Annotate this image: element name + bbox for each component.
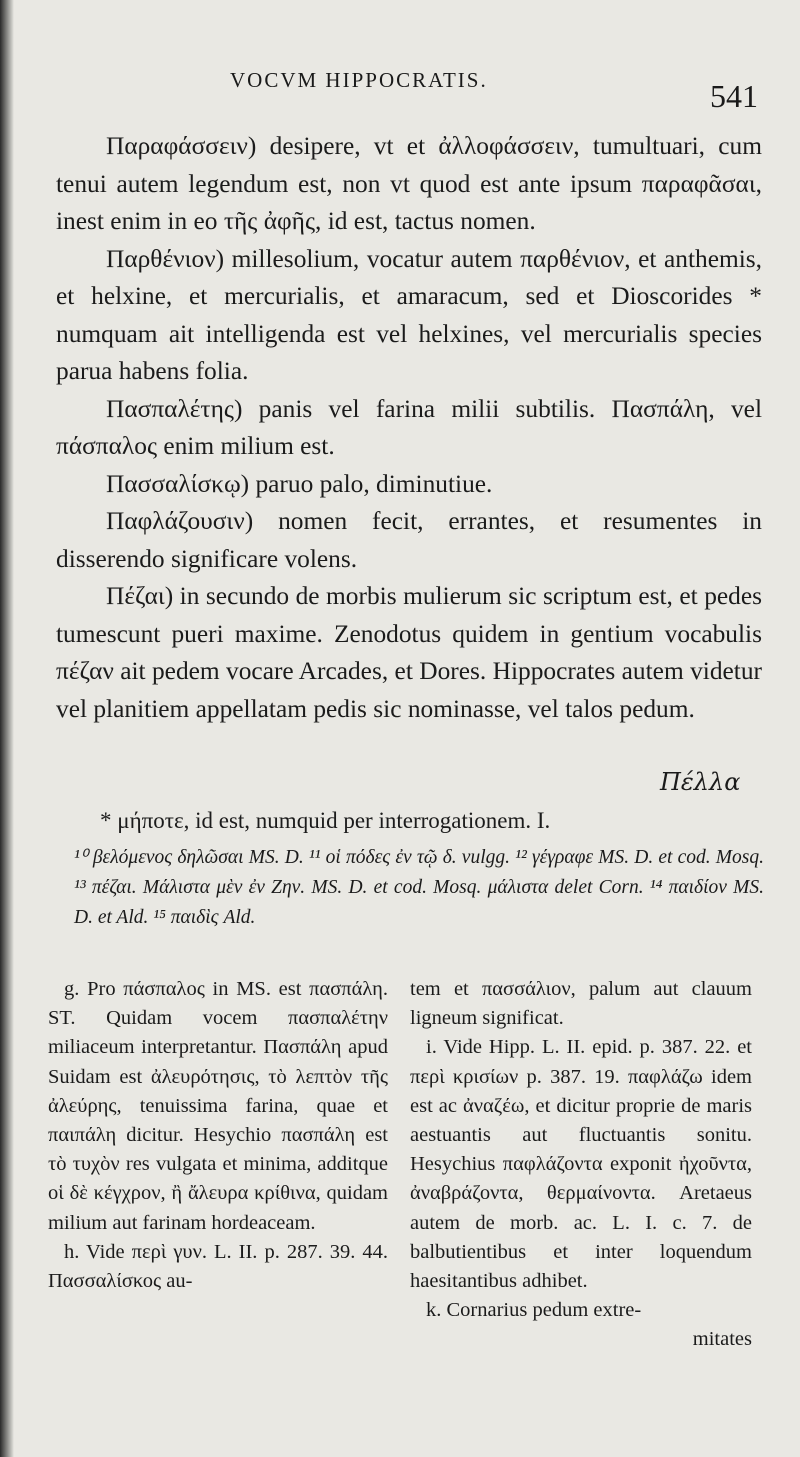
footnote-star: * μήποτε, id est, numquid per interrogationem. I. xyxy=(100,808,551,833)
catchword: Πέλλα xyxy=(660,768,741,796)
note-k: k. Cornarius pedum extre- xyxy=(426,1299,642,1322)
entry-paspaletes: Πασπαλέτης) panis vel farina milii subtilis. Πασπάλη, vel πάσπαλος enim milium est. xyxy=(56,394,762,460)
note-g: g. Pro πάσπαλος in MS. est πασπάλη. ST. Quidam vocem πασπαλέτην miliaceum interpretantur. Πασπάλη apud Suidam est ἀλευρότησις, τὸ λεπτὸν τῆς ἀλεύρης, tenuissima farina, quae et παιπάλη dicitur. Hesychio πασπάλη est τὸ τυχὸν res vulgata et minima, additque οἱ δὲ κέγχρον, ἢ ἄλευρα κρίθινα, quidam milium aut farinam hordeaceam. xyxy=(48,978,388,1234)
variant-notes xyxy=(74,843,764,933)
running-head: VOCVM HIPPOCRATIS. xyxy=(230,68,488,92)
variant-notes-text: ¹⁰ βελόμενος δηλῶσαι MS. D. ¹¹ οἱ πόδες ἐν τῷ δ. vulgg. ¹² γέγραφε MS. D. et cod. Mosq. ¹³ πέζαι. Μάλιστα μὲν ἐν Ζην. MS. D. et cod. Mosq. μάλιστα delet Corn. ¹⁴ παιδίον MS. D. et Ald. ¹⁵ παιδὶς Ald. xyxy=(74,847,764,928)
entry-passalisko: Πασσαλίσκῳ) paruo palo, diminutiue. xyxy=(106,469,493,498)
note-i: i. Vide Hipp. L. II. epid. p. 387. 22. et περὶ κρισίων p. 387. 19. παφλάζω idem est ac ἀναζέω, et dicitur proprie de maris aestuantis aut fluctuantis sonitu. Hesychius παφλάζοντα exponit ἠχοῦντα, ἀναβράζοντα, θερμαίνοντα. Aretaeus autem de morb. ac. L. I. c. 7. de balbutientibus et inter loquendum haesitantibus adhibet. xyxy=(410,1036,752,1293)
entry-parthenion: Παρθένιον) millesolium, vocatur autem παρθένιον, et anthemis, et helxine, et mercurialis, et amaracum, sed et Dioscorides * numquam ait intelligenda est vel helxines, vel mercurialis species parua habens folia. xyxy=(56,244,762,385)
page-number: 541 xyxy=(710,78,758,114)
commentary-right-column xyxy=(410,975,752,1355)
entry-pezai: Πέζαι) in secundo de morbis mulierum sic scriptum est, et pedes tumescunt pueri maxime. Zenodotus quidem in gentium vocabulis πέζαν ait pedem vocare Arcades, et Dores. Hippocrates autem videtur vel planitiem appellatam pedis sic nominasse, vel talos pedum. xyxy=(56,582,762,723)
note-h-continued: tem et πασσάλιον, palum aut clauum ligneum significat. xyxy=(410,978,752,1030)
entry-paphlazousin: Παφλάζουσιν) nomen fecit, errantes, et resumentes in disserendo significare volens. xyxy=(56,507,762,573)
main-text xyxy=(56,128,762,728)
note-k-end: mitates xyxy=(692,1328,752,1351)
commentary-left-column xyxy=(48,975,388,1296)
entry-paraphassein: Παραφάσσειν) desipere, vt et ἀλλοφάσσειν, tumultuari, cum tenui autem legendum est, non vt quod est ante ipsum παραφᾶσαι, inest enim in eo τῆς ἀφῆς, id est, tactus nomen. xyxy=(56,132,762,235)
note-h: h. Vide περὶ γυν. L. II. p. 287. 39. 44. Πασσαλίσκος au- xyxy=(48,1240,388,1293)
